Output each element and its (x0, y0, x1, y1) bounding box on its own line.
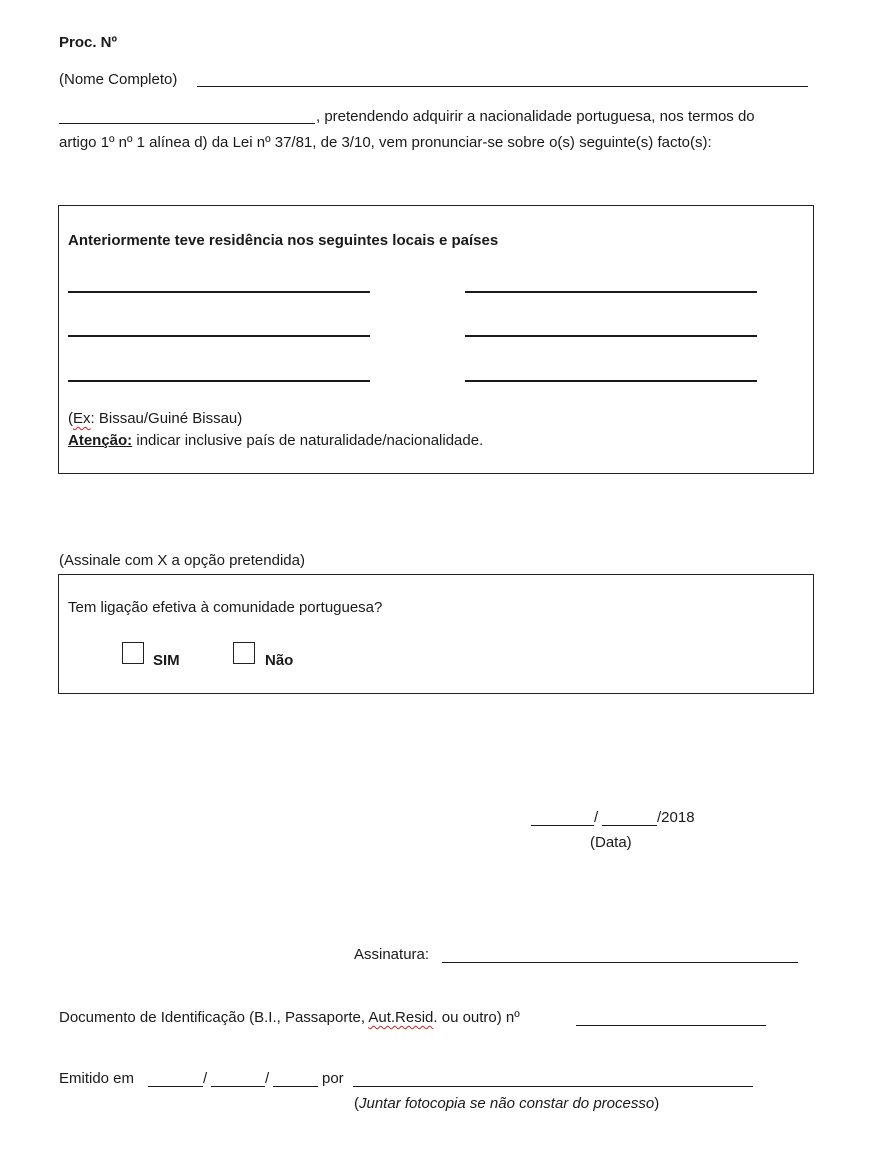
full-name-label: (Nome Completo) (59, 71, 178, 88)
attention-text: indicar inclusive país de naturalidade/nacionalidade. (132, 432, 484, 449)
autresid-text: Aut.Resid (368, 1009, 434, 1026)
residence-field-3[interactable] (68, 335, 370, 337)
residence-field-2[interactable] (465, 291, 757, 293)
example-abbrev: Ex (73, 410, 91, 427)
date-label: (Data) (590, 834, 632, 851)
issued-month-field[interactable] (211, 1086, 265, 1087)
proc-number-label: Proc. Nº (59, 34, 117, 51)
sim-label: SIM (153, 652, 180, 669)
issued-separator-2: / (265, 1070, 270, 1087)
identification-prefix: Documento de Identificação (B.I., Passaporte, (59, 1009, 369, 1026)
nao-label: Não (265, 652, 294, 669)
photocopy-note (354, 1094, 659, 1114)
issued-day-field[interactable] (148, 1086, 203, 1087)
residence-example (68, 409, 242, 429)
issued-by-label: por (322, 1070, 344, 1087)
full-name-field[interactable] (197, 86, 808, 87)
intro-text-line-2: , pretendendo adquirir a nacionalidade portuguesa, nos termos do (316, 108, 755, 125)
issued-separator-1: / (203, 1070, 208, 1087)
identification-number-field[interactable] (576, 1025, 766, 1026)
identification-label (59, 1008, 520, 1028)
issued-by-field[interactable] (353, 1086, 753, 1087)
residence-field-4[interactable] (465, 335, 757, 337)
residence-field-5[interactable] (68, 380, 370, 382)
note-close-paren: ) (654, 1095, 660, 1112)
example-text: : Bissau/Guiné Bissau) (90, 410, 243, 427)
date-separator-1: / (594, 809, 599, 826)
option-box (58, 574, 814, 694)
community-question: Tem ligação efetiva à comunidade portuguesa? (68, 599, 383, 616)
date-day-field[interactable] (531, 825, 594, 826)
issued-year-field[interactable] (273, 1086, 318, 1087)
attention-label: Atenção: (68, 432, 133, 449)
identification-suffix: . ou outro) nº (433, 1009, 520, 1026)
option-instruction: (Assinale com X a opção pretendida) (59, 552, 305, 569)
note-open-paren: ( (354, 1095, 359, 1112)
example-open-paren: ( (68, 410, 73, 427)
residence-field-6[interactable] (465, 380, 757, 382)
signature-field[interactable] (442, 962, 798, 963)
nao-checkbox[interactable] (233, 642, 255, 664)
issued-label: Emitido em (59, 1070, 135, 1087)
sim-checkbox[interactable] (122, 642, 144, 664)
intro-text-line-3: artigo 1º nº 1 alínea d) da Lei nº 37/81, de 3/10, vem pronunciar-se sobre o(s) seguinte(s) facto(s): (59, 134, 712, 151)
full-name-continuation-field[interactable] (59, 123, 315, 124)
note-text: Juntar fotocopia se não constar do processo (359, 1095, 655, 1112)
signature-label: Assinatura: (354, 946, 430, 963)
date-year: /2018 (657, 809, 695, 826)
date-month-field[interactable] (602, 825, 657, 826)
attention-note (68, 431, 483, 451)
residence-heading: Anteriormente teve residência nos seguintes locais e países (68, 232, 499, 249)
residence-field-1[interactable] (68, 291, 370, 293)
